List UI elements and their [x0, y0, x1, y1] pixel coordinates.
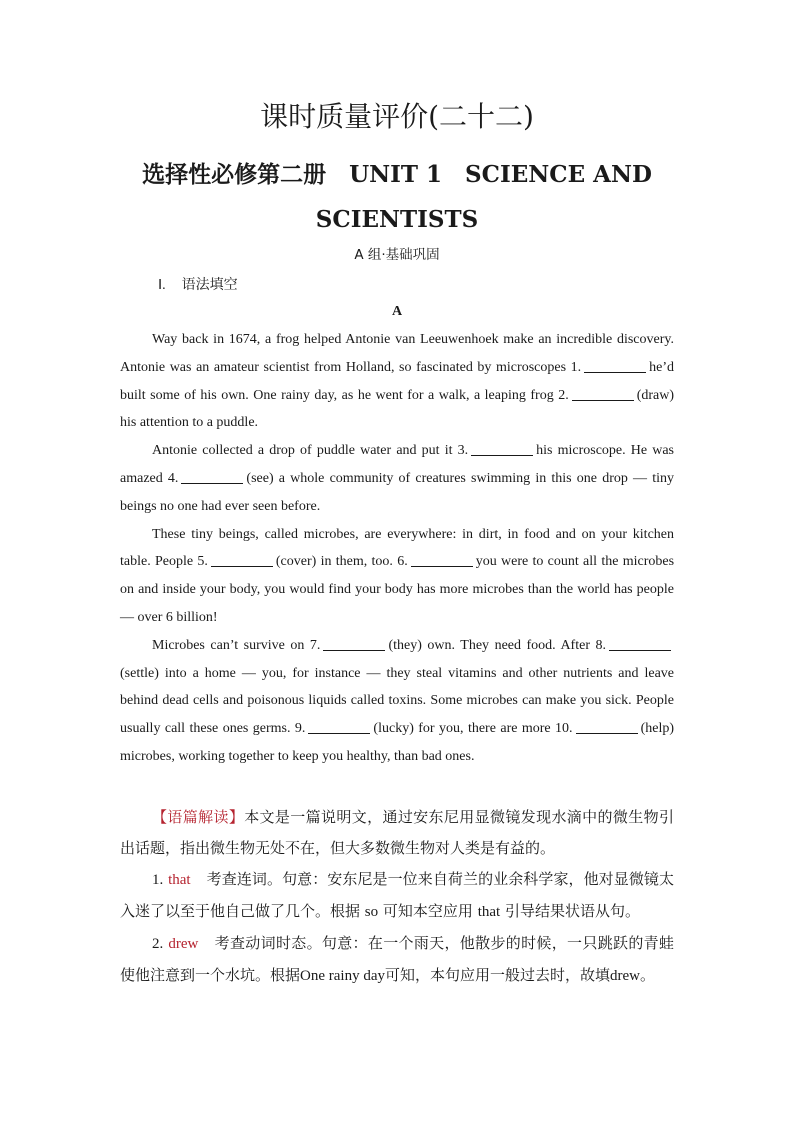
paragraph-text: (help) microbes, working together to keep you healthy, than bad ones. [120, 721, 674, 764]
paragraph-text: (lucky) for you, there are more 10. [373, 721, 573, 737]
answer-explanation: 考查动词时态。句意：在一个雨天，他散步的时候，一只跳跃的青蛙使他注意到一个水坑。根据 [120, 934, 674, 984]
paragraph-text: his microscope. He was amazed 4. [120, 443, 675, 486]
answer-word: drew [168, 936, 199, 952]
paragraph-text: Microbes can’t survive on 7. [152, 637, 321, 653]
passage-body [120, 326, 674, 771]
blank-8[interactable] [609, 636, 671, 651]
blank-1[interactable] [584, 358, 646, 373]
paragraph-text: (see) a whole community of creatures swimming in this one drop — tiny beings no one had ever seen before. [120, 470, 674, 514]
section-label: 语法填空 [181, 277, 238, 293]
passage-paragraph-3 [120, 521, 674, 632]
blank-9[interactable] [308, 719, 370, 734]
answer-word: that [168, 872, 191, 888]
paragraph-text: Antonie collected a drop of puddle water and put it 3. [152, 443, 469, 459]
blank-3[interactable] [471, 441, 533, 456]
discourse-analysis [120, 802, 674, 864]
section-heading [158, 274, 238, 294]
answer-section [120, 802, 674, 992]
section-number: Ⅰ. [158, 278, 166, 293]
answer-english: so [364, 904, 379, 920]
paragraph-text: Way back in 1674, a frog helped Antonie van Leeuwenhoek make an incredible discovery. Antonie was an amateur scientist from Holland, so fascinated by microscopes 1. [120, 332, 674, 375]
answer-explanation: 可知本空应用 [382, 902, 473, 920]
paragraph-text: (they) own. They need food. After 8. [388, 637, 607, 653]
blank-5[interactable] [211, 552, 273, 567]
answer-explanation: 引导结果状语从句。 [505, 902, 641, 920]
paragraph-text: These tiny beings, called microbes, are everywhere: in dirt, in food and on your kitchen table. People 5. [120, 526, 674, 570]
passage-paragraph-1 [120, 326, 674, 437]
blank-2[interactable] [572, 386, 634, 401]
answer-english: that [477, 904, 501, 920]
answer-2 [120, 928, 674, 992]
passage-paragraph-4 [120, 632, 674, 771]
blank-6[interactable] [411, 552, 473, 567]
answer-explanation: 考查连词。句意：安东尼是一位来自荷兰的业余科学家，他对显微镜太入迷了以至于他自己做了几个。根据 [120, 870, 674, 920]
answer-1 [120, 864, 674, 928]
blank-7[interactable] [323, 636, 385, 651]
passage-paragraph-2 [120, 437, 674, 520]
answer-explanation: 。 [640, 966, 656, 984]
answer-number: 2. [152, 936, 164, 952]
answer-english: One rainy day [300, 968, 385, 984]
answer-explanation: 可知，本句应用一般过去时，故填 [384, 966, 610, 984]
passage-label: A [391, 304, 403, 319]
group-heading: A 组·基础巩固 [354, 247, 440, 263]
page-title: 课时质量评价(二十二) [260, 100, 534, 133]
analysis-text: 本文是一篇说明文，通过安东尼用显微镜发现水滴中的微生物引出话题，指出微生物无处不在，但大多数微生物对人类是有益的。 [120, 808, 674, 857]
page-subtitle: 选择性必修第二册 UNIT 1 SCIENCE AND SCIENTISTS [142, 161, 652, 233]
paragraph-text: he’d built some of his own. One rainy day, as he went for a walk, a leaping frog 2. [120, 359, 674, 403]
blank-4[interactable] [181, 469, 243, 484]
analysis-tag: 【语篇解读】 [152, 808, 245, 826]
answer-number: 1. [152, 872, 164, 888]
blank-10[interactable] [576, 719, 638, 734]
answer-english: drew [610, 968, 640, 984]
paragraph-text: (cover) in them, too. 6. [275, 554, 408, 570]
paragraph-text: (settle) into a home — you, for instance — they steal vitamins and other nutrients and leave behind dead cells and poisonous liquids called toxins. Some microbes can make you sick. People usually call these ones germs. 9. [120, 665, 674, 737]
paragraph-text: you were to count all the microbes on and inside your body, you would find your body has more microbes than the world has people — over 6 billion! [120, 554, 675, 625]
paragraph-text: (draw) his attention to a puddle. [120, 387, 674, 431]
